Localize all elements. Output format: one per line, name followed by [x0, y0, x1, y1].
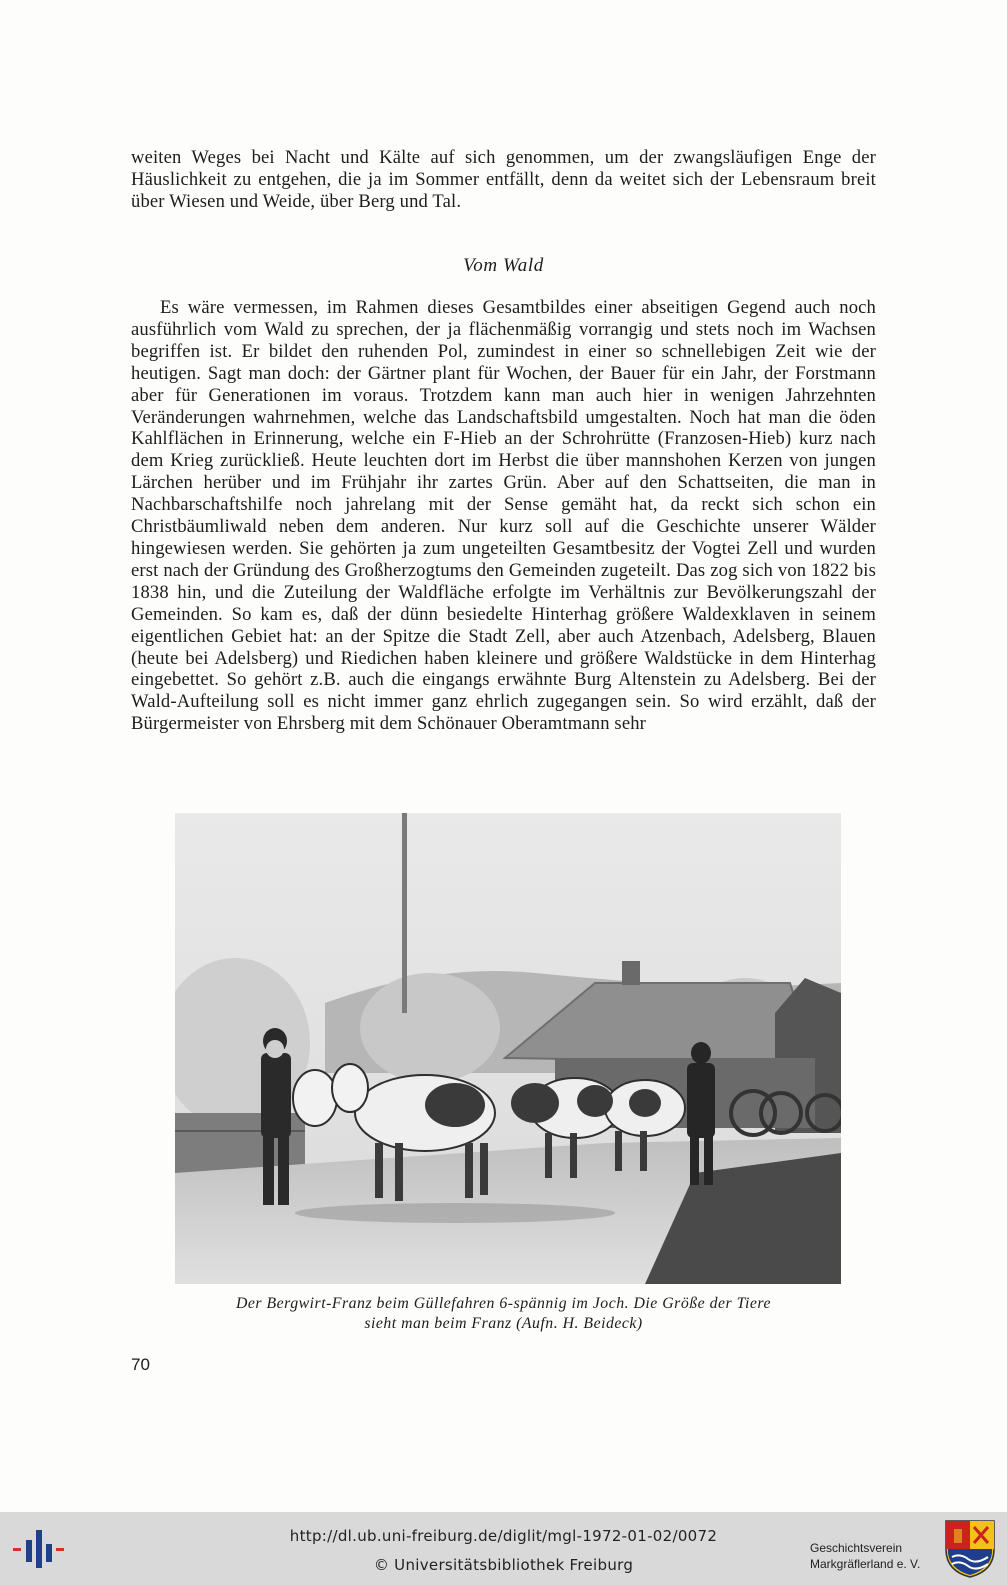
- caption-line-1: Der Bergwirt-Franz beim Güllefahren 6-spännig im Joch. Die Größe der Tiere: [236, 1295, 771, 1312]
- footer-bar: [0, 1512, 1007, 1585]
- photo-illustration: [175, 813, 841, 1284]
- section-heading: Vom Wald: [463, 255, 544, 276]
- photo-caption: [150, 1294, 857, 1334]
- paragraph-main: Es wäre vermessen, im Rahmen dieses Gesamtbildes einer abseitigen Gegend auch noch ausführlich vom Wald zu sprechen, der ja flächenmäßig vorrangig und stets noch im Wachsen begriffen ist. Er bildet den ruhenden Pol, zumindest in einer so schnellebigen Zeit wie der heutigen. Sagt man doch: der Gärtner plant für Wochen, der Bauer für ein Jahr, der Forstmann aber für Generationen im voraus. Trotzdem kann man auch hier in wenigen Jahrzehnten Veränderungen wahrnehmen, welche das Landschaftsbild umgestalten. Noch hat man die öden Kahlflächen in Erinnerung, welche ein F-Hieb an der Schrohrütte (Franzosen-Hieb) kurz nach dem Krieg zurückließ. Heute leuchten dort im Herbst die über mannshohen Kerzen von jungen Lärchen herüber und im Frühjahr ihr zartes Grün. Aber auf den Schattseiten, die man in Nachbarschaftshilfe noch jahrelang mit der Sense gemäht hat, da reckt sich schon ein Christbäumliwald neben dem anderen. Nur kurz soll auf die Geschichte unserer Wälder hingewiesen werden. Sie gehörten ja zum ungeteilten Gesamtbesitz der Vogtei Zell und wurden erst nach der Gründung des Großherzogtums den Gemeinden zugeteilt. Das zog sich von 1822 bis 1838 hin, und die Zuteilung der Waldfläche erfolgte im Verhältnis zur Bevölkerungszahl der Gemeinden. So kam es, daß der dünn besiedelte Hinterhag größere Waldexklaven in seinem eigentlichen Gebiet hat: an der Spitze die Stadt Zell, aber auch Atzenbach, Adelsberg, Blauen (heute bei Adelsberg) und Riedichen haben kleinere und größere Waldstücke in dem Hinterhag eingebettet. So gehört z.B. auch die eingangs erwähnte Burg Altenstein zu Adelsberg. Bei der Wald-Aufteilung soll es nicht immer ganz ehrlich zugegangen sein. So wird erzählt, daß der Bürgermeister von Ehrsberg mit dem Schönauer Oberamtmann sehr: [131, 297, 876, 735]
- society-crest-icon: [944, 1519, 996, 1579]
- page-number: 70: [131, 1355, 150, 1374]
- society-line-1: Geschichtsverein: [810, 1541, 903, 1555]
- paragraph-continuation: weiten Weges bei Nacht und Kälte auf sich genommen, um der zwangsläufigen Enge der Häuslichkeit zu entgehen, die ja im Sommer entfällt, denn da weitet sich der Lebensraum breit über Wiesen und Weide, über Berg und Tal.: [131, 147, 876, 212]
- document-url-link[interactable]: http://dl.ub.uni-freiburg.de/diglit/mgl-1972-01-02/0072: [289, 1527, 718, 1545]
- caption-line-2: sieht man beim Franz (Aufn. H. Beideck): [364, 1315, 643, 1332]
- society-line-2: Markgräflerland e. V.: [810, 1557, 921, 1571]
- society-name: [810, 1540, 920, 1572]
- historic-photo: [175, 813, 841, 1284]
- copyright-notice: © Universitätsbibliothek Freiburg: [373, 1556, 634, 1574]
